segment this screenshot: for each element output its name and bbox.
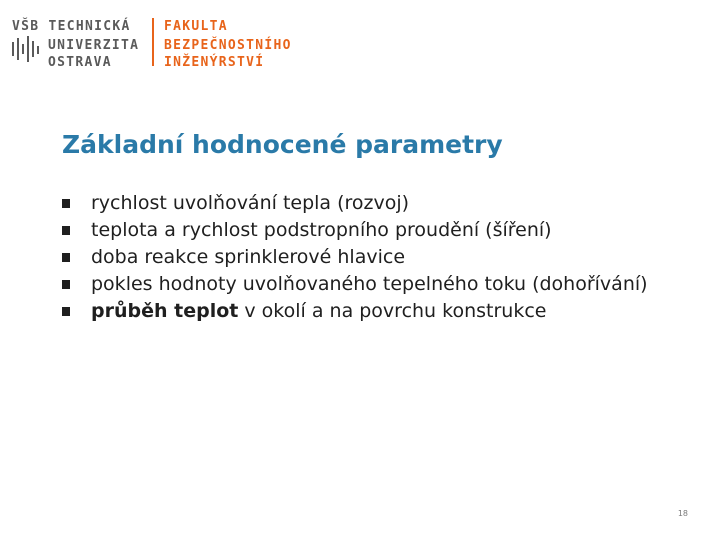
bullet-text: pokles hodnoty uvolňovaného tepelného toku (dohořívání) bbox=[91, 273, 648, 295]
logo-bars-icon bbox=[12, 36, 42, 62]
bullet-square-icon bbox=[62, 307, 70, 316]
bullet-item bbox=[62, 190, 662, 217]
faculty-line-2: BEZPEČNOSTNÍHO bbox=[164, 38, 292, 53]
bullet-item bbox=[62, 271, 662, 298]
logo-line-3: OSTRAVA bbox=[48, 55, 112, 70]
page-number: 18 bbox=[677, 509, 688, 518]
bullet-text: teplota a rychlost podstropního proudění (šíření) bbox=[91, 219, 552, 241]
bullet-square-icon bbox=[62, 199, 70, 208]
bullet-square-icon bbox=[62, 226, 70, 235]
bullet-rest-text: v okolí a na povrchu konstrukce bbox=[238, 300, 547, 322]
slide-title: Základní hodnocené parametry bbox=[62, 130, 503, 159]
faculty-line-3: INŽENÝRSTVÍ bbox=[164, 55, 265, 70]
logo-line-2: UNIVERZITA bbox=[48, 38, 140, 53]
bullet-list bbox=[62, 190, 662, 325]
bullet-item bbox=[62, 298, 662, 325]
bullet-item bbox=[62, 217, 662, 244]
faculty-line-1: FAKULTA bbox=[164, 19, 228, 34]
bullet-bold-text: průběh teplot bbox=[91, 300, 239, 322]
bullet-text: doba reakce sprinklerové hlavice bbox=[91, 246, 406, 268]
bullet-item bbox=[62, 244, 662, 271]
logo-line-1: VŠB TECHNICKÁ bbox=[12, 19, 131, 34]
bullet-square-icon bbox=[62, 253, 70, 262]
logo-university-block bbox=[12, 16, 150, 68]
bullet-square-icon bbox=[62, 280, 70, 289]
bullet-text bbox=[91, 300, 546, 322]
logo-divider bbox=[152, 18, 154, 66]
bullet-text: rychlost uvolňování tepla (rozvoj) bbox=[91, 192, 410, 214]
